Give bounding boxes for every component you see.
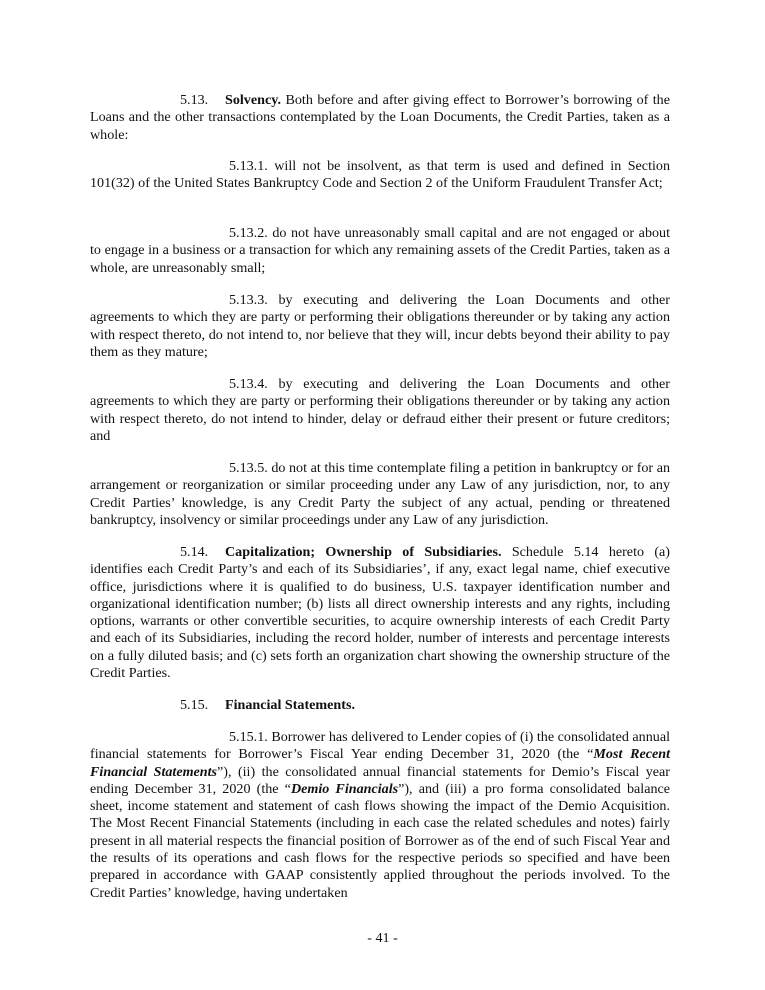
- clause-text: ”), and (iii) a pro forma consolidated balance sheet, income statement and statement of cash flows showing the impact of the Demio Acquisition. The Most Recent Financial Statements (including in each case the related schedules and notes) fairly present in all material respects the financial position of Borrower as of the end of such Fiscal Year and the results of its operations and cash flows for the respective periods so specified and have been prepared in accordance with GAAP consistently applied throughout the periods involved. To the Credit Parties’ knowledge, having undertaken: [90, 780, 671, 901]
- clause-5-13-1: [90, 158, 670, 193]
- clause-5-13-3: [90, 292, 670, 361]
- section-number: 5.14.: [180, 544, 209, 560]
- clause-number: 5.13.3.: [229, 292, 268, 308]
- clause-5-13-5: [90, 460, 670, 529]
- section-5-15: [90, 697, 670, 714]
- clause-5-13-4: [90, 376, 670, 445]
- defined-term: Demio Financials: [290, 780, 399, 797]
- section-text: Schedule 5.14 hereto (a) identifies each Credit Party’s and each of its Subsidiaries’, if any, exact legal name, chief executive office, jurisdictions where it is qualified to do business, U.S. taxpayer identification number and organizational identification number; (b) lists all direct ownership interests and any rights, including options, warrants or other convertible securities, to acquire ownership interests of each Credit Party and each of its Subsidiaries, including the record holder, number of interests and percentage interests on a fully diluted basis; and (c) sets forth an organization chart showing the ownership structure of the Credit Parties.: [90, 544, 670, 682]
- clause-text: will not be insolvent, as that term is used and defined in Section 101(32) of the United States Bankruptcy Code and Section 2 of the Uniform Fraudulent Transfer Act;: [90, 158, 670, 192]
- clause-5-13-2: [90, 225, 670, 277]
- clause-number: 5.15.1.: [229, 729, 268, 745]
- clause-text: do not at this time contemplate filing a petition in bankruptcy or for an arrangement or reorganization or similar proceeding under any Law of any jurisdiction, nor, to any Credit Parties’ knowledge, is any Credit Party the subject of any actual, pending or threatened bankruptcy, insolvency or similar proceedings under any Law of any jurisdiction.: [90, 460, 670, 528]
- clause-number: 5.13.1.: [229, 158, 268, 174]
- clause-text: do not have unreasonably small capital and are not engaged or about to engage in a business or a transaction for which any remaining assets of the Credit Parties, taken as a whole, are unreasonably small;: [90, 225, 670, 276]
- section-5-14: [90, 544, 670, 682]
- section-heading: Financial Statements.: [225, 697, 355, 713]
- clause-5-15-1: [90, 729, 670, 902]
- defined-term: Most Recent Financial Statements: [90, 746, 670, 780]
- section-5-13: [90, 92, 670, 144]
- page-number: - 41 -: [367, 930, 398, 946]
- clause-text: by executing and delivering the Loan Documents and other agreements to which they are party or performing their obligations thereunder or by taking any action with respect thereto, do not intend to hinder, delay or defraud either their present or future creditors; and: [90, 376, 670, 444]
- clause-number: 5.13.4.: [229, 376, 268, 392]
- clause-number: 5.13.2.: [229, 225, 268, 241]
- clause-text: by executing and delivering the Loan Documents and other agreements to which they are party or performing their obligations thereunder or by taking any action with respect thereto, do not intend to, nor believe that they will, incur debts beyond their ability to pay them as they mature;: [90, 292, 670, 360]
- section-text: Both before and after giving effect to Borrower’s borrowing of the Loans and the other transactions contemplated by the Loan Documents, the Credit Parties, taken as a whole:: [90, 92, 670, 143]
- section-heading: Solvency.: [225, 92, 281, 108]
- section-number: 5.13.: [180, 92, 209, 108]
- section-heading: Capitalization; Ownership of Subsidiaries.: [225, 544, 502, 560]
- clause-text: ”), (ii) the consolidated annual financial statements for Demio’s Fiscal year ending December 31, 2020 (the “: [90, 763, 670, 797]
- section-number: 5.15.: [180, 697, 209, 713]
- clause-text: Borrower has delivered to Lender copies of (i) the consolidated annual financial statements for Borrower’s Fiscal Year ending December 31, 2020 (the “: [90, 729, 670, 763]
- clause-number: 5.13.5.: [229, 460, 268, 476]
